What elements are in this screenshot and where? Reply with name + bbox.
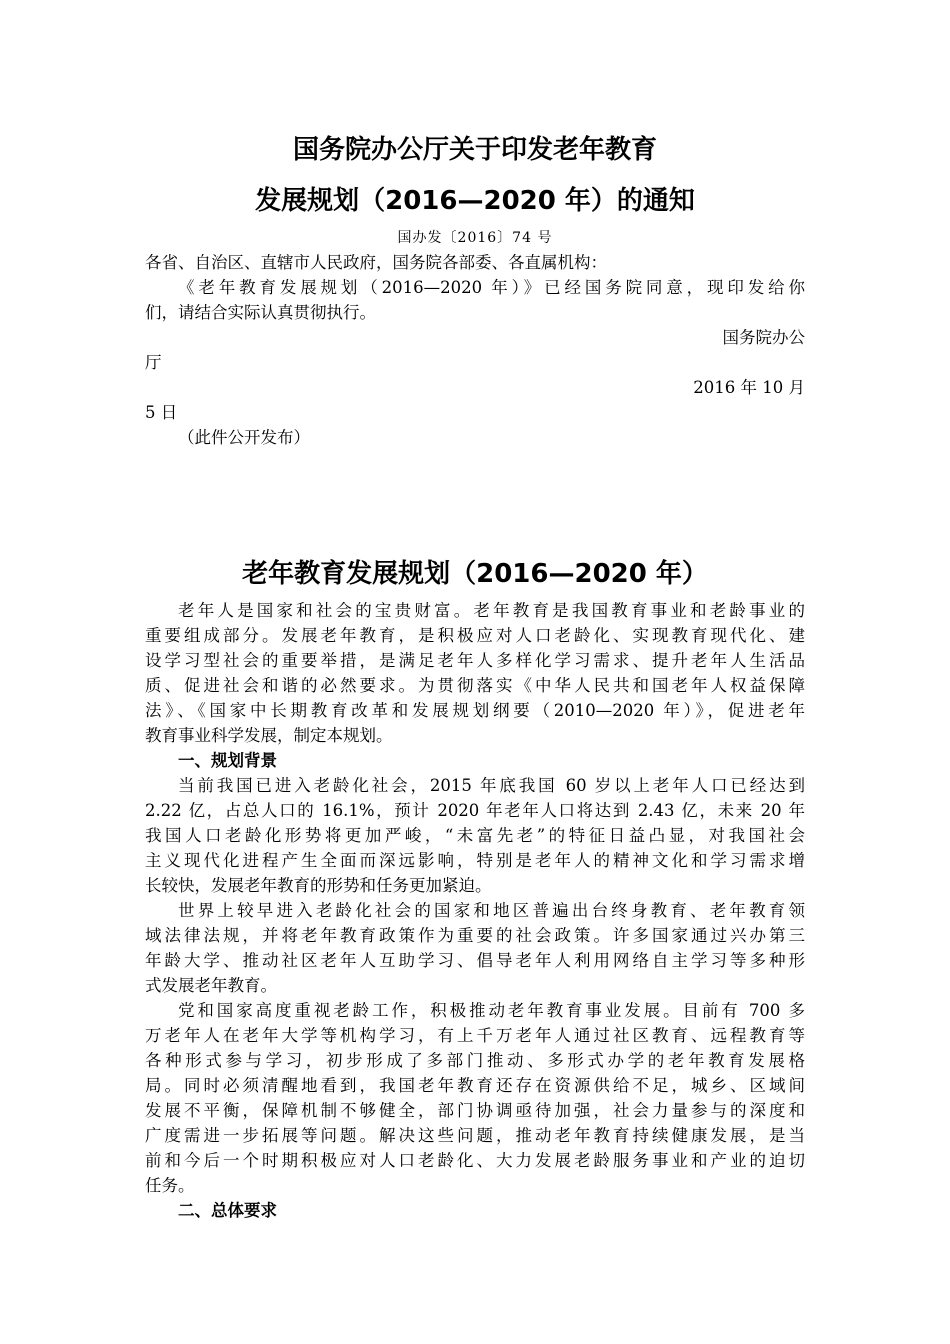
paragraph-line: 年龄大学、推动社区老年人互助学习、倡导老年人利用网络自主学习等多种形 bbox=[145, 951, 805, 970]
paragraph-line: 世界上较早进入老龄化社会的国家和地区普遍出台终身教育、老年教育领 bbox=[178, 901, 805, 920]
section-heading-background: 一、规划背景 bbox=[178, 751, 277, 770]
date-part-1: 2016 年 10 月 bbox=[693, 378, 805, 397]
paragraph-line: 设学习型社会的重要举措，是满足老年人多样化学习需求、提升老年人生活品 bbox=[145, 651, 805, 670]
addressee: 各省、自治区、直辖市人民政府，国务院各部委、各直属机构： bbox=[145, 253, 607, 272]
paragraph-line: 2.22 亿，占总人口的 16.1%，预计 2020 年老年人口将达到 2.43 亿，未来 20 年 bbox=[145, 801, 805, 820]
paragraph-line: 教育事业科学发展，制定本规划。 bbox=[145, 726, 393, 745]
notice-body-line-2: 们，请结合实际认真贯彻执行。 bbox=[145, 303, 376, 322]
plan-title: 老年教育发展规划（2016—2020 年） bbox=[242, 559, 708, 589]
paragraph-line: 长较快，发展老年教育的形势和任务更加紧迫。 bbox=[145, 876, 492, 895]
paragraph-line: 任务。 bbox=[145, 1176, 195, 1195]
date-part-2: 5 日 bbox=[145, 403, 178, 422]
paragraph-line: 我国人口老龄化形势将更加严峻，“未富先老”的特征日益凸显，对我国社会 bbox=[145, 826, 805, 845]
paragraph-line: 老年人是国家和社会的宝贵财富。老年教育是我国教育事业和老龄事业的 bbox=[178, 601, 805, 620]
paragraph-line: 各种形式参与学习，初步形成了多部门推动、多形式办学的老年教育发展格 bbox=[145, 1051, 805, 1070]
signer-part-2: 厅 bbox=[145, 353, 162, 372]
paragraph-line: 万老年人在老年大学等机构学习，有上千万老年人通过社区教育、远程教育等 bbox=[145, 1026, 805, 1045]
paragraph-line: 发展不平衡，保障机制不够健全，部门协调亟待加强，社会力量参与的深度和 bbox=[145, 1101, 805, 1120]
paragraph-line: 当前我国已进入老龄化社会，2015 年底我国 60 岁以上老年人口已经达到 bbox=[178, 776, 805, 795]
publish-note: （此件公开发布） bbox=[178, 428, 310, 447]
paragraph-line: 法》、《国家中长期教育改革和发展规划纲要（2010—2020 年）》，促进老年 bbox=[145, 701, 805, 720]
paragraph-line: 域法律法规，并将老年教育政策作为重要的社会政策。许多国家通过兴办第三 bbox=[145, 926, 805, 945]
paragraph-line: 广度需进一步拓展等问题。解决这些问题，推动老年教育持续健康发展，是当 bbox=[145, 1126, 805, 1145]
paragraph-line: 党和国家高度重视老龄工作，积极推动老年教育事业发展。目前有 700 多 bbox=[178, 1001, 805, 1020]
paragraph-line: 重要组成部分。发展老年教育，是积极应对人口老龄化、实现教育现代化、建 bbox=[145, 626, 805, 645]
section-heading-requirements: 二、总体要求 bbox=[178, 1201, 277, 1220]
paragraph-line: 主义现代化进程产生全面而深远影响，特别是老年人的精神文化和学习需求增 bbox=[145, 851, 805, 870]
notice-title-line-1: 国务院办公厅关于印发老年教育 bbox=[292, 135, 657, 165]
paragraph-line: 质、促进社会和谐的必然要求。为贯彻落实《中华人民共和国老年人权益保障 bbox=[145, 676, 805, 695]
notice-body-line-1: 《老年教育发展规划（2016—2020 年）》已经国务院同意，现印发给你 bbox=[178, 278, 805, 297]
notice-title-line-2: 发展规划（2016—2020 年）的通知 bbox=[255, 186, 695, 216]
paragraph-line: 前和今后一个时期积极应对人口老龄化、大力发展老龄服务事业和产业的迫切 bbox=[145, 1151, 805, 1170]
paragraph-line: 局。同时必须清醒地看到，我国老年教育还存在资源供给不足，城乡、区域间 bbox=[145, 1076, 805, 1095]
signer-part-1: 国务院办公 bbox=[722, 328, 805, 347]
paragraph-line: 式发展老年教育。 bbox=[145, 976, 277, 995]
document-number: 国办发〔2016〕74 号 bbox=[397, 230, 553, 246]
